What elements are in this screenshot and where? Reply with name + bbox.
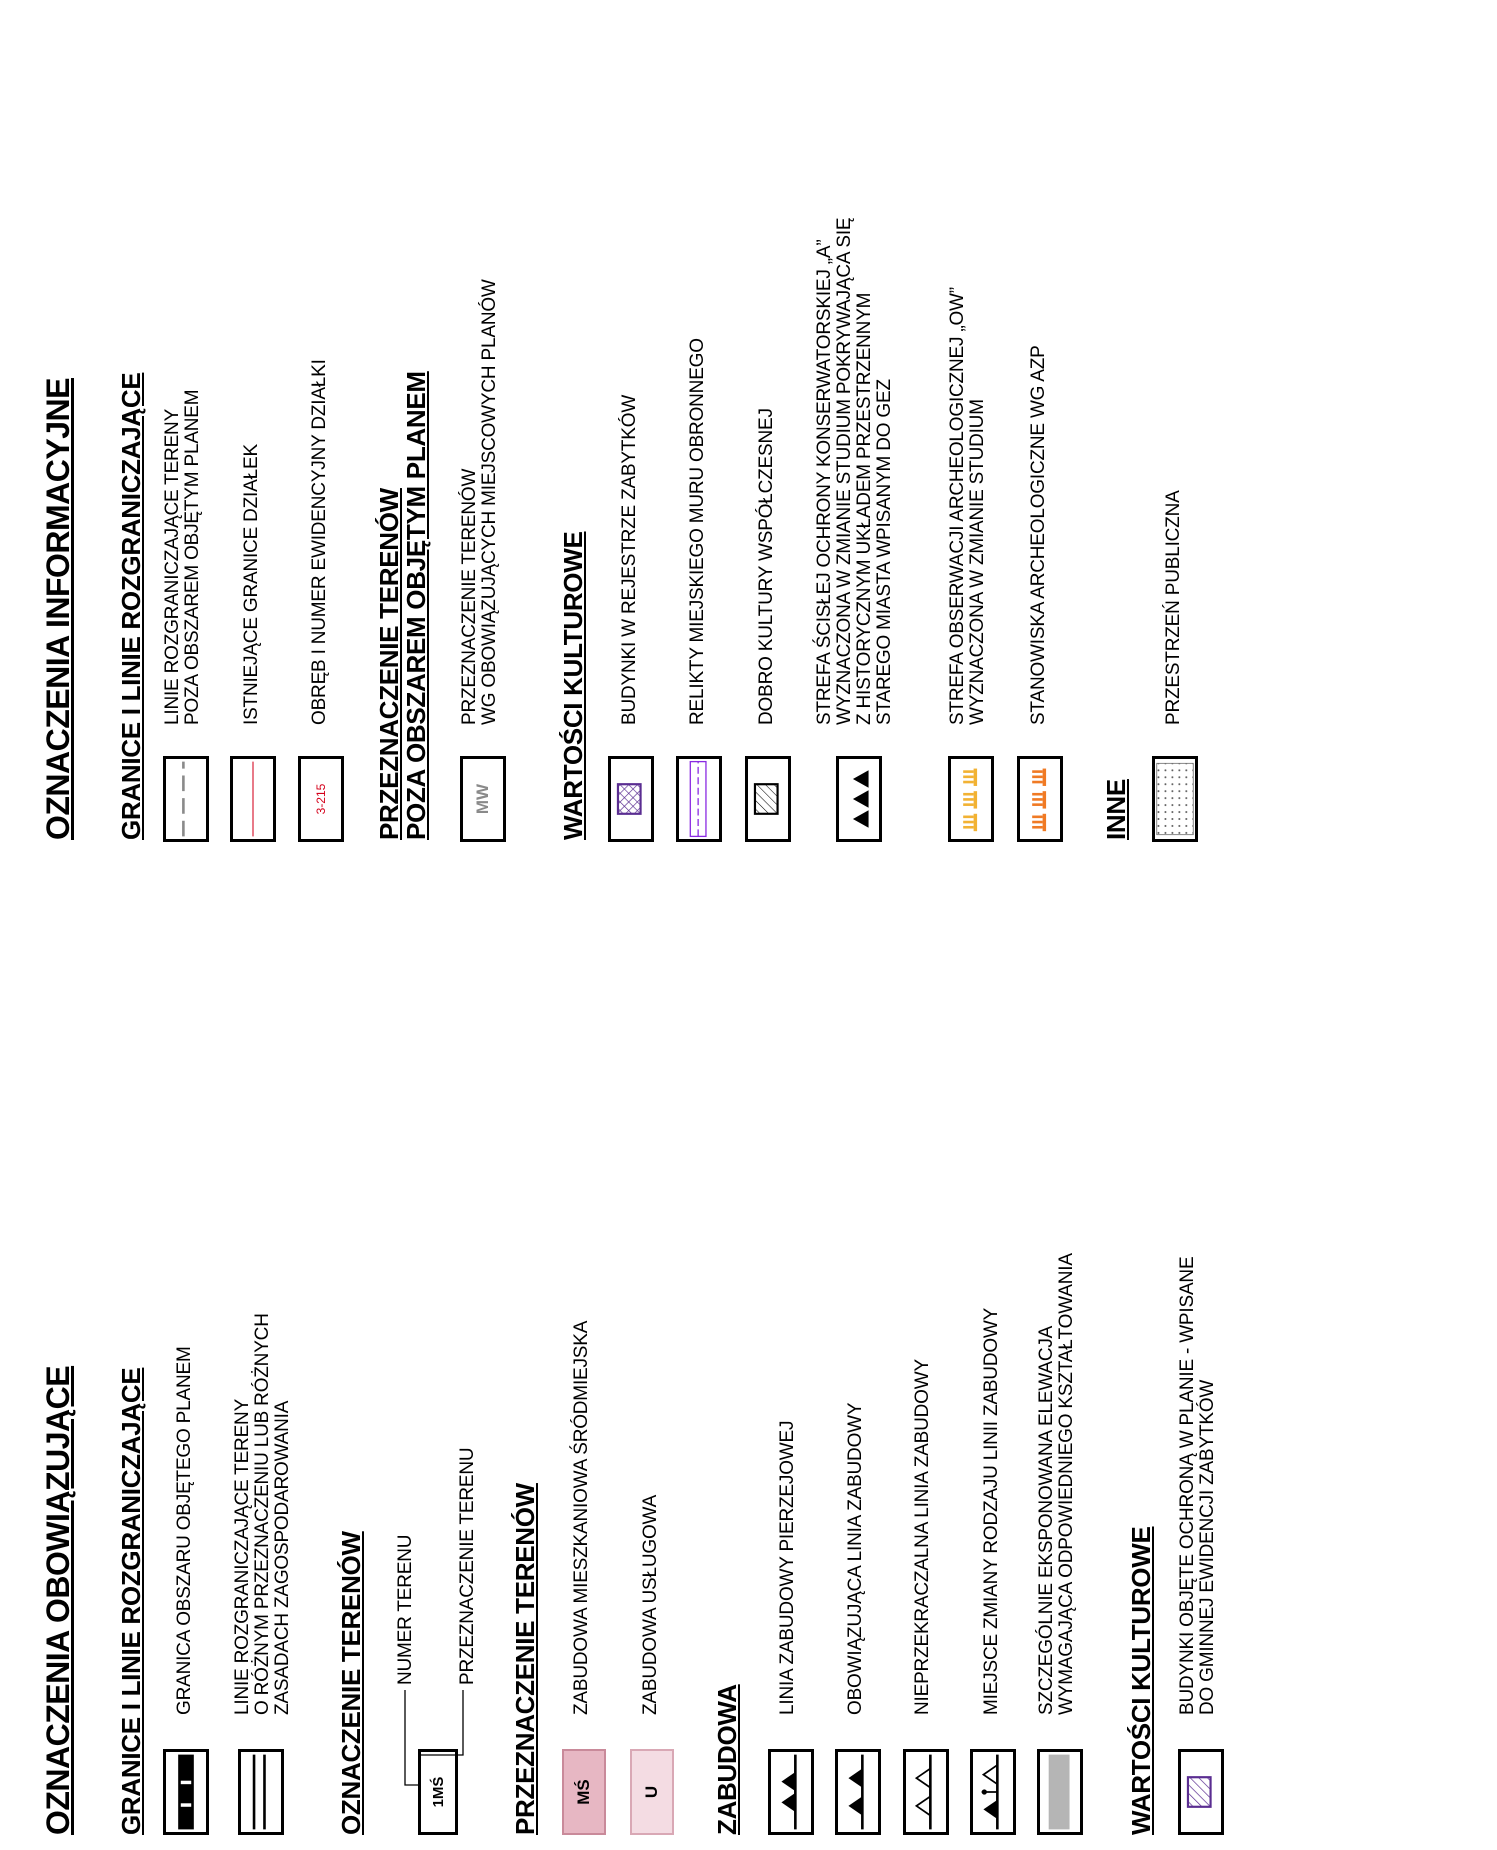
frontage-line-icon <box>768 1749 814 1835</box>
boundary-plan-label: GRANICA OBSZARU OBJĘTEGO PLANEM <box>174 1346 195 1715</box>
left-sec-oznaczenie-title: OZNACZENIE TERENÓW <box>336 1531 366 1835</box>
exposed-elevation-label: SZCZEGÓLNIE EKSPONOWANA ELEWACJA WYMAGAJĄCA ODPOWIEDNIEGO KSZTAŁTOWANIA <box>1036 1253 1077 1715</box>
outside-lines-label: LINIE ROZGRANICZAJĄCE TERENY POZA OBSZAREM OBJĘTYM PLANEM <box>162 389 203 725</box>
protected-building-icon <box>1178 1749 1224 1835</box>
non-exceedable-line-label: NIEPRZEKRACZALNA LINIA ZABUDOWY <box>912 1359 933 1715</box>
u-fill-box: U <box>630 1749 674 1835</box>
u-label: ZABUDOWA USŁUGOWA <box>640 1494 661 1715</box>
ms-fill-box: MŚ <box>562 1749 606 1835</box>
registered-building-icon <box>608 756 654 842</box>
parcel-boundary-label: ISTNIEJĄCE GRANICE DZIAŁEK <box>241 444 262 725</box>
non-exceedable-line-icon <box>903 1749 949 1835</box>
dividing-lines-label: LINIE ROZGRANICZAJĄCE TERENY O RÓŻNYM PRZEZNACZENIU LUB RÓŻNYCH ZASADACH ZAGOSPODAROWANIA <box>232 1313 293 1715</box>
public-space-icon <box>1152 756 1198 842</box>
area-code-box: 1MŚ <box>418 1749 458 1835</box>
conservation-zone-a-icon <box>836 756 882 842</box>
left-sec-wartosci-title: WARTOŚCI KULTUROWE <box>1126 1526 1156 1835</box>
parcel-boundary-icon <box>230 756 276 842</box>
conservation-zone-a-label: STREFA ŚCISŁEJ OCHRONY KONSERWATORSKIEJ „A” WYZNACZONA W ZMIANIE STUDIUM POKRYWAJĄCA SIĘ Z HISTORYCZNYM UKŁADEM PRZESTRZENNYM STAREGO MIASTA WPISANYM DO GEZ <box>814 217 895 725</box>
frontage-line-label: LINIA ZABUDOWY PIERZEJOWEJ <box>777 1420 798 1715</box>
outside-lines-icon <box>163 756 209 842</box>
archaeo-zone-ow-label: STREFA OBSERWACJI ARCHEOLOGICZNEJ „OW” WYZNACZONA W ZMIANIE STUDIUM <box>947 287 988 725</box>
left-sec-granice-title: GRANICE I LINIE ROZGRANICZAJĄCE <box>116 1367 146 1835</box>
line-change-icon <box>970 1749 1016 1835</box>
public-space-label: PRZESTRZEŃ PUBLICZNA <box>1163 490 1184 725</box>
area-number-label: NUMER TERENU <box>395 1534 416 1685</box>
defensive-wall-icon <box>676 756 722 842</box>
line-change-label: MIEJSCE ZMIANY RODZAJU LINII ZABUDOWY <box>981 1307 1002 1715</box>
right-sec-granice-title: GRANICE I LINIE ROZGRANICZAJĄCE <box>116 372 146 840</box>
archaeo-sites-label: STANOWISKA ARCHEOLOGICZNE WG AZP <box>1028 345 1049 725</box>
archaeo-zone-ow-icon <box>948 756 994 842</box>
archaeo-sites-icon <box>1017 756 1063 842</box>
left-sec-przeznaczenie-title: PRZEZNACZENIE TERENÓW <box>510 1483 540 1835</box>
ms-label: ZABUDOWA MIESZKANIOWA ŚRÓDMIEJSKA <box>571 1320 592 1715</box>
contemporary-culture-icon <box>745 756 791 842</box>
left-main-title: OZNACZENIA OBOWIĄZUJĄCE <box>40 1365 76 1835</box>
area-code-leaders <box>395 1685 470 1795</box>
mw-box: MW <box>460 756 506 842</box>
boundary-plan-icon <box>163 1749 209 1835</box>
exposed-elevation-icon <box>1037 1749 1083 1835</box>
right-sec-przeznaczenie-title: PRZEZNACZENIE TERENÓW POZA OBSZAREM OBJĘTYM PLANEM <box>374 371 431 840</box>
mandatory-line-icon <box>835 1749 881 1835</box>
defensive-wall-label: RELIKTY MIEJSKIEGO MURU OBRONNEGO <box>687 338 708 725</box>
parcel-number-label: OBRĘB I NUMER EWIDENCYJNY DZIAŁKI <box>309 359 330 725</box>
right-sec-inne-title: INNE <box>1101 779 1131 840</box>
left-sec-zabudowa-title: ZABUDOWA <box>712 1684 742 1835</box>
contemporary-culture-label: DOBRO KULTURY WSPÓŁCZESNEJ <box>756 408 777 725</box>
protected-building-label: BUDYNKI OBJĘTE OCHRONĄ W PLANIE - WPISANE DO GMINNEJ EWIDENCJI ZABYTKÓW <box>1177 1256 1218 1715</box>
right-main-title: OZNACZENIA INFORMACYJNE <box>40 378 76 840</box>
right-sec-wartosci-title: WARTOŚCI KULTUROWE <box>558 531 588 840</box>
parcel-number-box: 3-215 <box>298 756 344 842</box>
mw-label: PRZEZNACZENIE TERENÓW WG OBOWIĄZUJĄCYCH MIEJSCOWYCH PLANÓW <box>459 279 500 725</box>
area-purpose-label: PRZEZNACZENIE TERENU <box>457 1447 478 1685</box>
dividing-lines-icon <box>238 1749 284 1835</box>
registered-building-label: BUDYNKI W REJESTRZE ZABYTKÓW <box>619 394 640 725</box>
mandatory-line-label: OBOWIĄZUJĄCA LINIA ZABUDOWY <box>845 1402 866 1715</box>
